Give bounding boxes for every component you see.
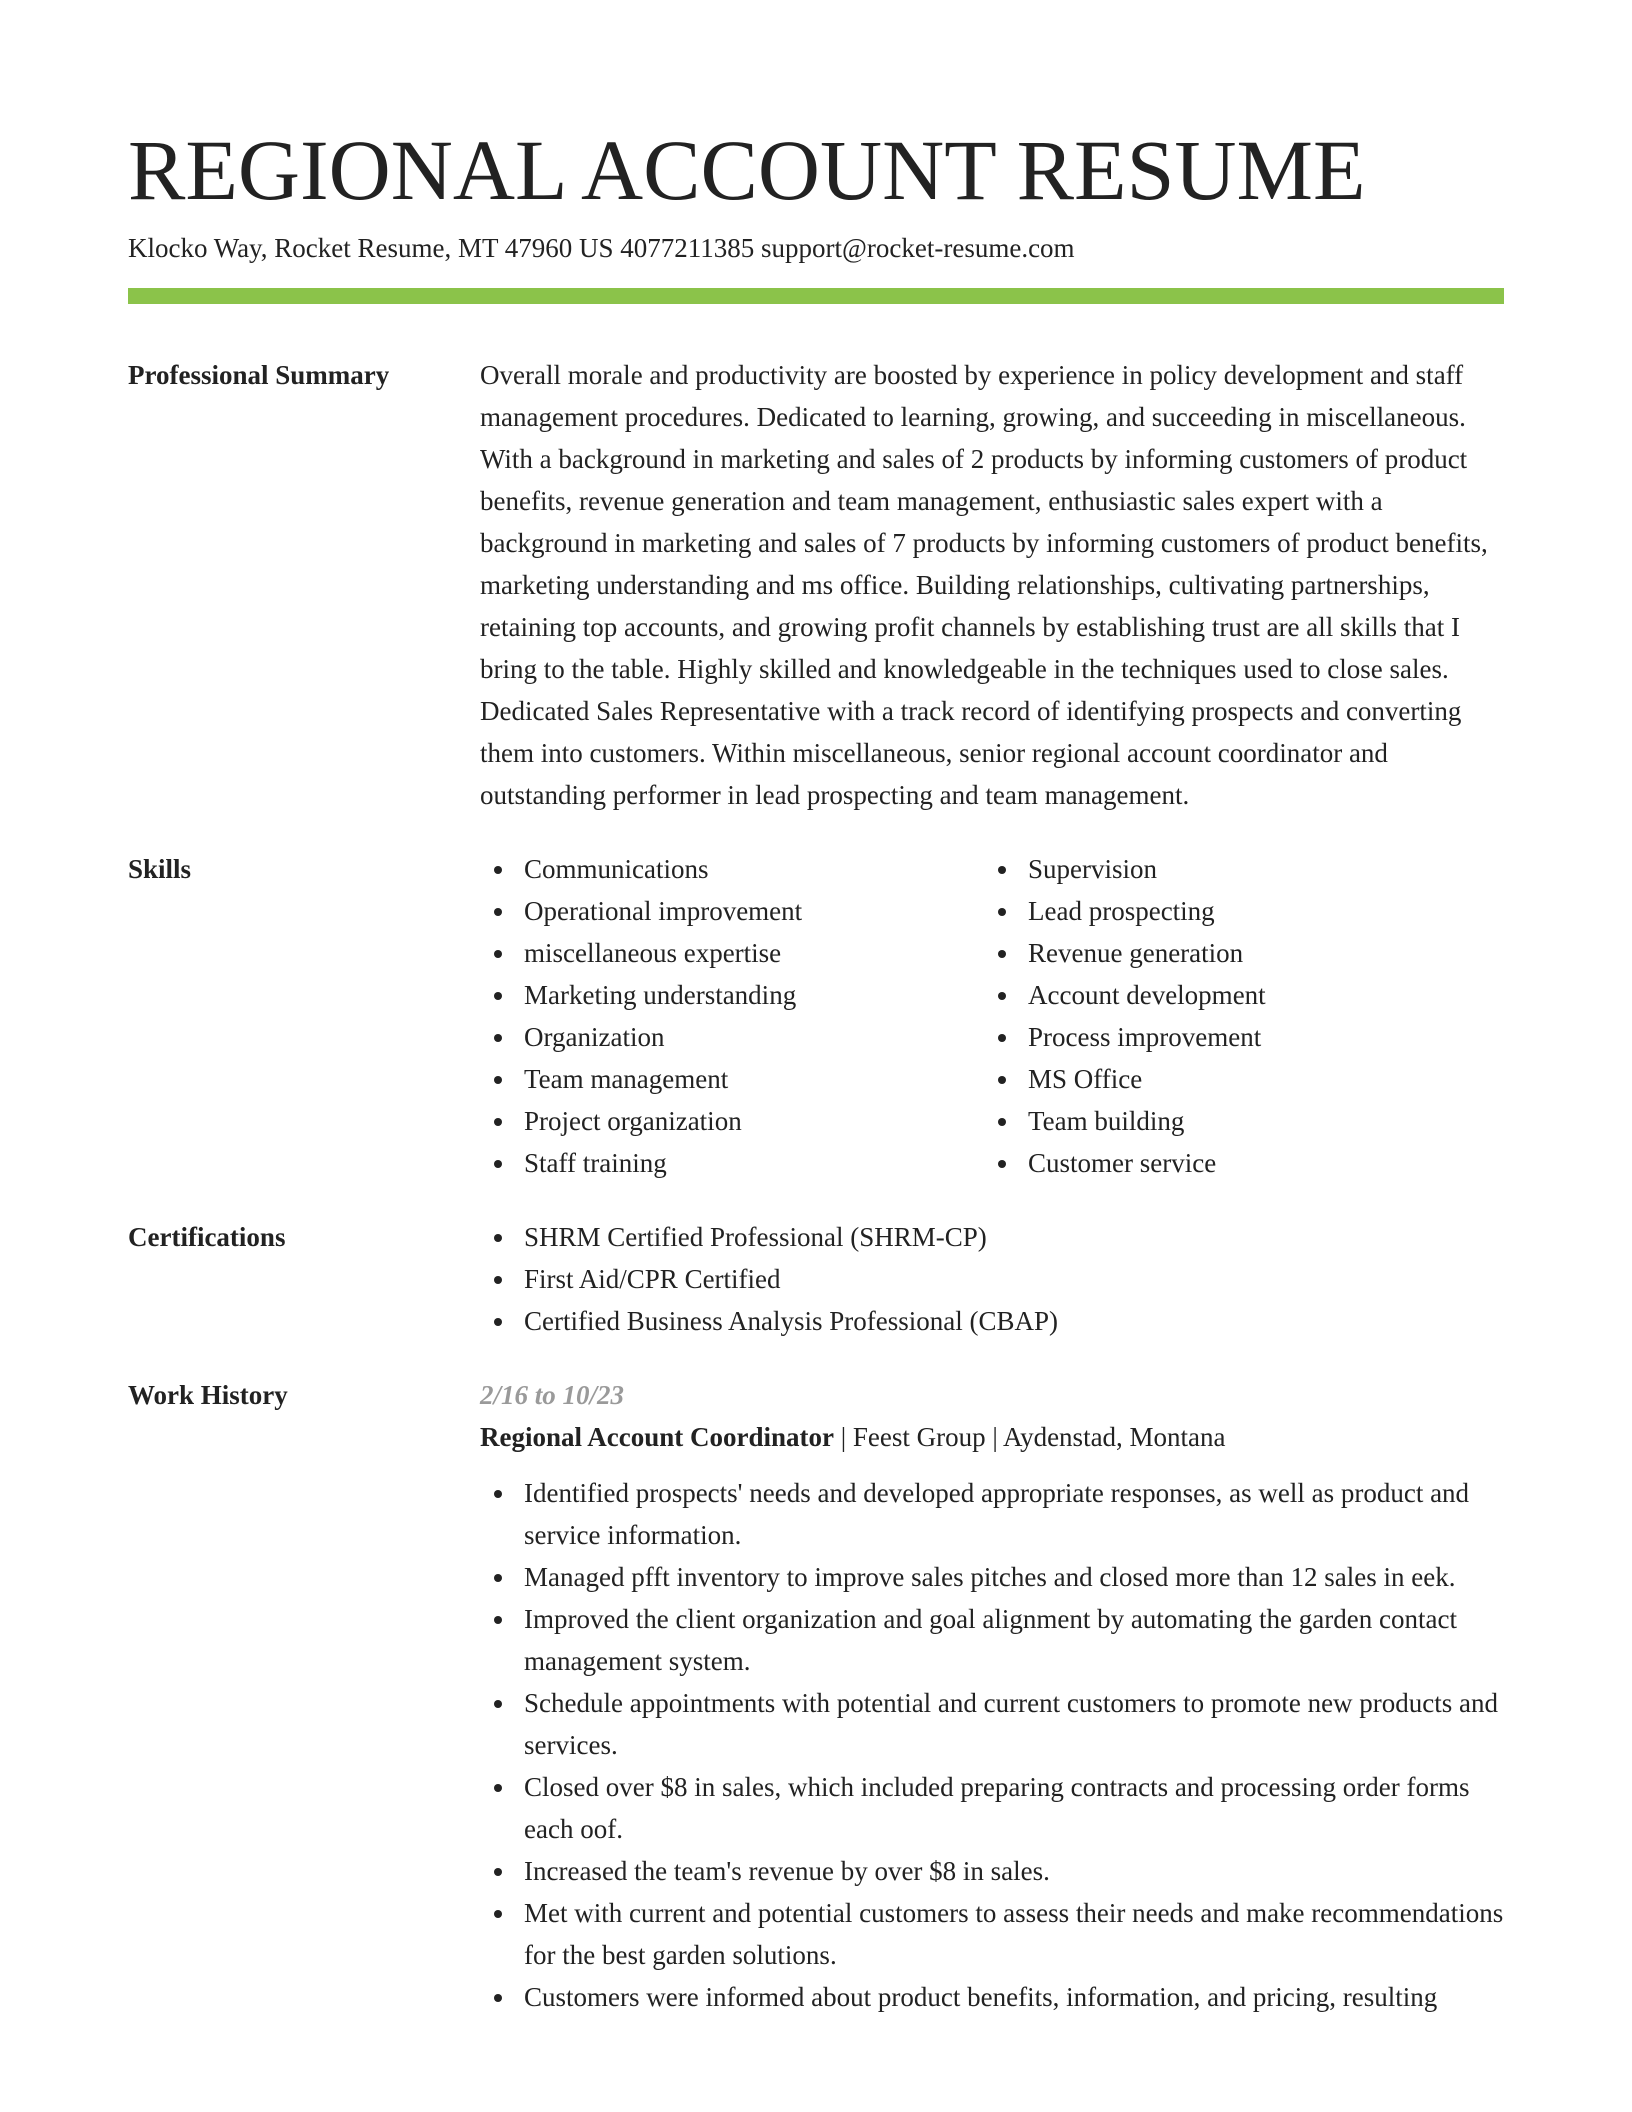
skills-grid xyxy=(480,848,1504,1184)
job-bullet: Customers were informed about product benefits, information, and pricing, resulting xyxy=(480,1976,1504,2018)
section-label-certifications: Certifications xyxy=(128,1222,286,1252)
job-bullets xyxy=(480,1472,1504,2018)
job-bullet: Managed pfft inventory to improve sales pitches and closed more than 12 sales in eek. xyxy=(480,1556,1504,1598)
job-company-location: | Feest Group | Aydenstad, Montana xyxy=(834,1422,1226,1452)
skill-item: Revenue generation xyxy=(984,932,1488,974)
section-label-skills: Skills xyxy=(128,854,192,884)
job-dates: 2/16 to 10/23 xyxy=(480,1380,625,1410)
skill-item: Operational improvement xyxy=(480,890,984,932)
skills-column-right xyxy=(984,848,1488,1184)
accent-divider xyxy=(128,288,1504,304)
certifications-list xyxy=(480,1216,1504,1342)
section-body-summary xyxy=(480,354,1504,816)
job-bullet: Schedule appointments with potential and current customers to promote new products and services. xyxy=(480,1682,1504,1766)
job-bullet: Increased the team's revenue by over $8 in sales. xyxy=(480,1850,1504,1892)
summary-text: Overall morale and productivity are boosted by experience in policy development and staff management procedures. Dedicated to learning, growing, and succeeding in miscellaneous. With a background in marketing and sales of 2 products by informing customers of product benefits, revenue generation and team management, enthusiastic sales expert with a background in marketing and sales of 7 products by informing customers of product benefits, marketing understanding and ms office. Building relationships, cultivating partnerships, retaining top accounts, and growing profit channels by establishing trust are all skills that I bring to the table. Highly skilled and knowledgeable in the techniques used to close sales. Dedicated Sales Representative with a track record of identifying prospects and converting them into customers. Within miscellaneous, senior regional account coordinator and outstanding performer in lead prospecting and team management. xyxy=(480,360,1488,810)
skill-item: miscellaneous expertise xyxy=(480,932,984,974)
job-bullet: Met with current and potential customers to assess their needs and make recommendations for the best garden solutions. xyxy=(480,1892,1504,1976)
section-label-summary: Professional Summary xyxy=(128,360,390,390)
skill-item: MS Office xyxy=(984,1058,1488,1100)
job-entry xyxy=(480,1374,1504,2018)
resume-page xyxy=(128,0,1504,2018)
section-skills xyxy=(128,848,1504,1184)
skill-item: Team management xyxy=(480,1058,984,1100)
certification-item: First Aid/CPR Certified xyxy=(480,1258,1504,1300)
section-body-work-history xyxy=(480,1374,1504,2018)
job-bullet: Identified prospects' needs and developed appropriate responses, as well as product and service information. xyxy=(480,1472,1504,1556)
skill-item: Account development xyxy=(984,974,1488,1016)
job-heading xyxy=(480,1416,1504,1458)
skill-item: Project organization xyxy=(480,1100,984,1142)
skills-column-left xyxy=(480,848,984,1184)
job-bullet: Improved the client organization and goal alignment by automating the garden contact management system. xyxy=(480,1598,1504,1682)
skill-item: Staff training xyxy=(480,1142,984,1184)
skill-item: Team building xyxy=(984,1100,1488,1142)
skill-item: Organization xyxy=(480,1016,984,1058)
skill-item: Process improvement xyxy=(984,1016,1488,1058)
job-bullet: Closed over $8 in sales, which included preparing contracts and processing order forms each oof. xyxy=(480,1766,1504,1850)
skill-item: Supervision xyxy=(984,848,1488,890)
section-work-history xyxy=(128,1374,1504,2018)
skill-item: Communications xyxy=(480,848,984,890)
contact-line: Klocko Way, Rocket Resume, MT 47960 US 4077211385 support@rocket-resume.com xyxy=(128,233,1075,263)
skill-item: Customer service xyxy=(984,1142,1488,1184)
certification-item: SHRM Certified Professional (SHRM-CP) xyxy=(480,1216,1504,1258)
resume-title: REGIONAL ACCOUNT RESUME xyxy=(128,122,1366,218)
skill-item: Lead prospecting xyxy=(984,890,1488,932)
certification-item: Certified Business Analysis Professional (CBAP) xyxy=(480,1300,1504,1342)
section-professional-summary xyxy=(128,354,1504,816)
job-title: Regional Account Coordinator xyxy=(480,1422,834,1452)
skill-item: Marketing understanding xyxy=(480,974,984,1016)
section-label-work-history: Work History xyxy=(128,1380,288,1410)
section-certifications xyxy=(128,1216,1504,1342)
section-body-skills xyxy=(480,848,1504,1184)
section-body-certifications xyxy=(480,1216,1504,1342)
